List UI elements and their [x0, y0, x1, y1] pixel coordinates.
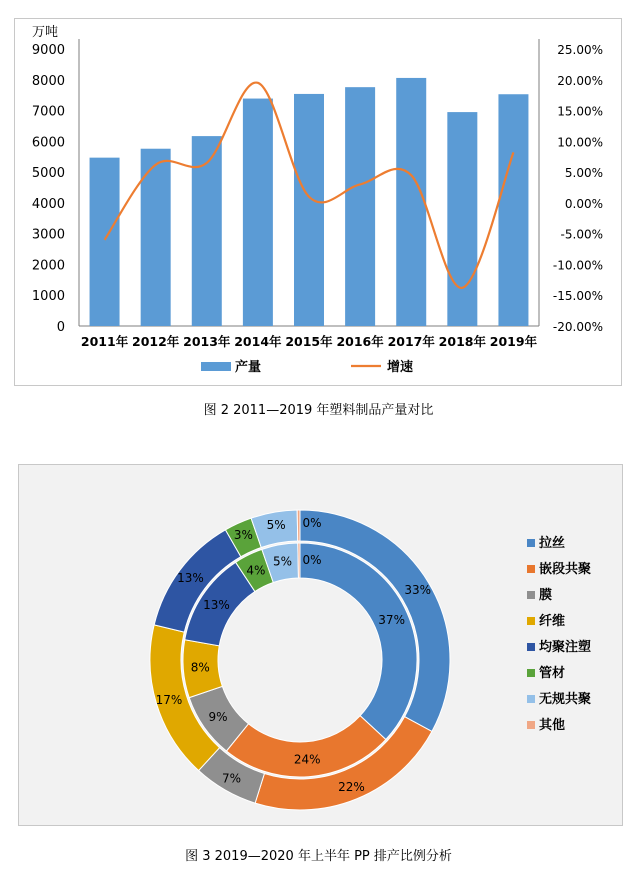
legend-label: 其他 [539, 718, 566, 733]
right-axis-tick-label: 15.00% [557, 104, 603, 119]
right-axis-tick-label: 25.00% [557, 43, 603, 57]
left-axis-tick-label: 2000 [31, 258, 65, 274]
left-axis-tick-label: 7000 [31, 104, 65, 120]
left-axis-tick-label: 8000 [31, 73, 65, 89]
legend-swatch [527, 565, 535, 573]
production-bar [447, 112, 477, 326]
slice-data-label: 37% [378, 612, 405, 627]
figure3-chart [19, 465, 622, 825]
doughnut-slice [298, 543, 300, 578]
right-axis-tick-label: 5.00% [564, 166, 603, 181]
x-axis-tick-label: 2015年 [285, 334, 333, 349]
legend-label: 无规共聚 [539, 692, 592, 707]
legend-swatch [527, 721, 535, 729]
legend-label-production: 产量 [235, 360, 262, 375]
slice-data-label: 0% [302, 516, 322, 531]
legend-label: 嵌段共聚 [539, 562, 592, 577]
x-axis-tick-label: 2019年 [489, 334, 538, 349]
legend-swatch [527, 617, 535, 625]
left-axis-unit-label: 万吨 [32, 25, 59, 40]
production-bar [192, 136, 222, 326]
doughnut-slice [297, 510, 300, 541]
legend-swatch [527, 643, 535, 651]
x-axis-tick-label: 2014年 [234, 334, 282, 349]
legend-label: 拉丝 [539, 536, 566, 551]
x-axis-tick-label: 2016年 [336, 334, 384, 349]
legend-label: 纤维 [539, 614, 566, 629]
x-axis-tick-label: 2018年 [438, 334, 486, 349]
slice-data-label: 5% [273, 554, 293, 569]
left-axis-tick-label: 1000 [31, 289, 65, 305]
legend-label-growth: 增速 [387, 360, 414, 375]
slice-data-label: 8% [190, 660, 210, 675]
production-bar [396, 78, 426, 326]
x-axis-tick-label: 2013年 [183, 334, 231, 349]
production-bar [498, 94, 528, 326]
left-axis-tick-label: 6000 [31, 135, 65, 151]
legend-swatch [527, 695, 535, 703]
left-axis-tick-label: 5000 [31, 166, 65, 182]
slice-data-label: 24% [293, 752, 321, 767]
right-axis-tick-label: -15.00% [552, 289, 603, 304]
left-axis-tick-label: 0 [56, 320, 65, 335]
legend-swatch [527, 669, 535, 677]
legend-swatch-production [201, 362, 231, 371]
slice-data-label: 22% [338, 779, 365, 794]
production-bar [90, 158, 120, 326]
slice-data-label: 9% [208, 710, 228, 725]
legend-swatch [527, 591, 535, 599]
legend-label: 膜 [539, 588, 553, 603]
left-axis-tick-label: 9000 [31, 43, 65, 58]
x-axis-tick-label: 2011年 [80, 334, 129, 349]
right-axis-tick-label: 20.00% [557, 73, 603, 88]
slice-data-label: 7% [222, 771, 242, 786]
figure2-chart [15, 19, 621, 385]
slice-data-label: 13% [203, 598, 230, 613]
right-axis-tick-label: -20.00% [552, 320, 603, 334]
legend-label: 均聚注塑 [539, 640, 592, 655]
slice-data-label: 3% [233, 528, 253, 543]
production-bar [294, 94, 324, 326]
slice-data-label: 5% [266, 518, 286, 533]
left-axis-tick-label: 4000 [31, 196, 65, 212]
legend-label: 管材 [539, 666, 566, 681]
figure3-chart-panel [18, 464, 623, 826]
slice-data-label: 0% [302, 553, 322, 568]
production-bar [345, 87, 375, 326]
figure2-chart-panel [14, 18, 622, 386]
right-axis-tick-label: 0.00% [564, 196, 603, 211]
figure3-caption: 图 3 2019—2020 年上半年 PP 排产比例分析 [185, 849, 452, 864]
legend-swatch [527, 539, 535, 547]
left-axis-tick-label: 3000 [31, 227, 65, 243]
slice-data-label: 13% [177, 570, 204, 585]
slice-data-label: 17% [155, 692, 183, 707]
production-bar [243, 99, 273, 326]
figure2-caption: 图 2 2011—2019 年塑料制品产量对比 [203, 403, 434, 418]
right-axis-tick-label: 10.00% [557, 135, 603, 150]
slice-data-label: 4% [246, 563, 266, 578]
slice-data-label: 33% [404, 582, 432, 597]
x-axis-tick-label: 2012年 [132, 334, 180, 349]
x-axis-tick-label: 2017年 [387, 334, 435, 349]
right-axis-tick-label: -10.00% [552, 258, 603, 273]
right-axis-tick-label: -5.00% [560, 227, 603, 242]
